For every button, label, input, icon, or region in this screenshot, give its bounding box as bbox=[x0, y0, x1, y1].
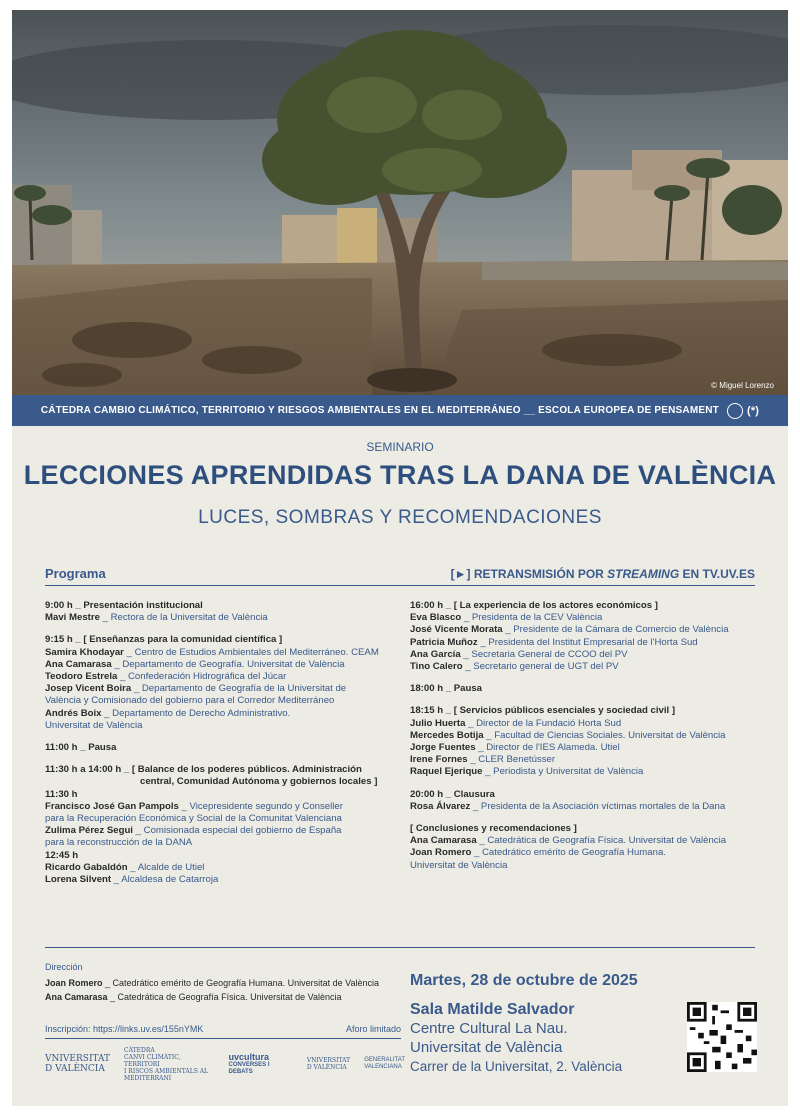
venue-university: Universitat de València bbox=[410, 1039, 563, 1056]
streaming-link[interactable] bbox=[451, 567, 755, 581]
speaker-affiliation: _ Catedrática de Geografía Física. Universitat de València bbox=[476, 835, 727, 847]
speaker-row bbox=[45, 837, 405, 849]
speaker-affiliation: Universitat de València bbox=[410, 859, 508, 871]
speaker-row bbox=[45, 612, 405, 624]
divider bbox=[45, 947, 755, 948]
speaker-row bbox=[410, 730, 760, 742]
speaker-row bbox=[410, 801, 760, 813]
event-venue bbox=[410, 1000, 622, 1076]
speaker-row bbox=[410, 860, 760, 872]
speaker-affiliation: _ Catedrático emérito de Geografía Humana. bbox=[471, 847, 666, 859]
session-heading: 9:15 h _ [ Enseñanzas para la comunidad científica ] bbox=[45, 634, 283, 646]
spacer bbox=[410, 695, 760, 705]
speaker-name: Mavi Mestre bbox=[45, 612, 100, 624]
speaker-name: Eva Blasco bbox=[410, 612, 462, 624]
speaker-affiliation: _ Presidente de la Cámara de Comercio de València bbox=[502, 624, 729, 636]
speaker-row bbox=[45, 801, 405, 813]
event-date: Martes, 28 de octubre de 2025 bbox=[410, 972, 638, 989]
speaker-affiliation: _ Departamento de Geografía de la Universitat de bbox=[131, 683, 347, 695]
speaker-name: Zulima Pérez Segui bbox=[45, 825, 133, 837]
speaker-affiliation: _ Presidenta del Institut Empresarial de l'Horta Sud bbox=[477, 636, 698, 648]
speaker-row bbox=[45, 825, 405, 837]
speaker-name: Mercedes Botija bbox=[410, 729, 484, 741]
speaker-row bbox=[410, 835, 760, 847]
catedra-logo-line: I RISCOS AMBIENTALS AL bbox=[124, 1067, 209, 1075]
session-heading: 11:30 h bbox=[45, 788, 78, 800]
speaker-name: Ana García bbox=[410, 648, 461, 660]
speaker-name: Ana Camarasa bbox=[410, 835, 477, 847]
session-heading: 11:30 h a 14:00 h _ [ Balance de los poderes públicos. Administración bbox=[45, 764, 362, 776]
catedra-logo-line: CÀTEDRA bbox=[124, 1046, 155, 1054]
speaker-affiliation: para la reconstrucción de la DANA bbox=[45, 837, 193, 849]
divider bbox=[45, 1038, 401, 1039]
speaker-row bbox=[45, 708, 405, 720]
poster bbox=[12, 10, 788, 1106]
venue-centre: Centre Cultural La Nau. bbox=[410, 1020, 568, 1037]
programa-heading: Programa bbox=[45, 566, 106, 581]
speaker-affiliation: _ Alcaldesa de Catarroja bbox=[111, 874, 219, 886]
session-heading: 18:00 h _ Pausa bbox=[410, 683, 482, 695]
divider bbox=[45, 585, 755, 586]
speaker-row bbox=[45, 862, 405, 874]
speaker-affiliation: _ Departamento de Geografía. Universitat de València bbox=[111, 658, 345, 670]
sponsor-logos bbox=[45, 1044, 405, 1084]
speaker-affiliation: _ Alcalde de Utiel bbox=[127, 861, 205, 873]
photo-credit: © Miguel Lorenzo bbox=[711, 381, 774, 390]
direccion-label: Dirección bbox=[45, 962, 83, 972]
speaker-name: Josep Vicent Boira bbox=[45, 683, 132, 695]
catedra-logo-line: CANVI CLIMÀTIC, TERRITORI bbox=[124, 1053, 181, 1068]
speaker-row bbox=[410, 649, 760, 661]
gva-logo-line: GENERALITAT bbox=[364, 1057, 405, 1063]
spacer bbox=[410, 779, 760, 789]
speaker-row bbox=[45, 671, 405, 683]
session-heading: 18:15 h _ [ Servicios públicos esenciales y sociedad civil ] bbox=[410, 705, 676, 717]
speaker-affiliation: _ Centro de Estudios Ambientales del Mediterráneo. CEAM bbox=[123, 646, 379, 658]
speaker-name: Andrés Boix bbox=[45, 707, 102, 719]
speaker-affiliation: _ Departamento de Derecho Administrativo. bbox=[101, 707, 291, 719]
uv-logo-line: VNIVERSITAT bbox=[306, 1057, 351, 1064]
speaker-name: Tino Calero bbox=[410, 661, 463, 673]
speaker-affiliation: València y Comisionado del gobierno para el Corredor Mediterráneo bbox=[45, 695, 335, 707]
aforo-note: Aforo limitado bbox=[345, 1024, 401, 1034]
speaker-name: Raquel Ejerique bbox=[410, 766, 483, 778]
speaker-name: José Vicente Morata bbox=[410, 624, 503, 636]
speaker-name: Patricia Muñoz bbox=[410, 636, 478, 648]
speaker-row bbox=[45, 647, 405, 659]
speaker-affiliation: _ Facultad de Ciencias Sociales. Universitat de València bbox=[483, 729, 726, 741]
speaker-affiliation: _ Comisionada especial del gobierno de España bbox=[132, 825, 342, 837]
band-text: CÁTEDRA CAMBIO CLIMÁTICO, TERRITORIO Y RIESGOS AMBIENTALES EN EL MEDITERRÁNEO __ ESCOLA EUROPEA DE PENSAMENT bbox=[40, 405, 719, 416]
speaker-affiliation: _ Confederación Hidrográfica del Júcar bbox=[117, 671, 287, 683]
speaker-name: Ana Camarasa bbox=[45, 658, 112, 670]
speaker-name: Teodoro Estrela bbox=[45, 671, 118, 683]
speaker-name: Irene Fornes bbox=[410, 754, 468, 766]
speaker-affiliation: _ Secretario general de UGT del PV bbox=[462, 661, 619, 673]
uvcultura-logo-line: CONVERSES I DEBATS bbox=[228, 1062, 270, 1075]
programme-left-column bbox=[45, 600, 405, 886]
catedra-logo-line: MEDITERRANI bbox=[124, 1074, 172, 1082]
flood-landscape-image bbox=[12, 10, 788, 395]
speaker-name: Rosa Álvarez bbox=[410, 800, 471, 812]
speaker-row bbox=[410, 742, 760, 754]
event-kicker: SEMINARIO bbox=[366, 440, 434, 454]
speaker-affiliation: para la Recuperación Económica y Social de la Comunitat Valenciana bbox=[45, 813, 342, 825]
gva-logo bbox=[364, 1057, 405, 1071]
speaker-affiliation: _ Rectora de la Universitat de València bbox=[99, 612, 268, 624]
band-mark: (*) bbox=[746, 404, 760, 417]
speaker-row bbox=[45, 683, 405, 695]
qr-code-icon[interactable] bbox=[687, 1002, 757, 1072]
speaker-row bbox=[410, 766, 760, 778]
speaker-affiliation: _ Director de l'IES Alameda. Utiel bbox=[475, 742, 620, 754]
speaker-name: Ricardo Gabaldón bbox=[45, 861, 128, 873]
speaker-name: Joan Romero bbox=[410, 847, 472, 859]
session-heading: 9:00 h _ Presentación institucional bbox=[45, 600, 203, 611]
speaker-name: Francisco José Gan Pampols bbox=[45, 800, 179, 812]
venue-sala: Sala Matilde Salvador bbox=[410, 1001, 575, 1018]
programme-right-column bbox=[410, 600, 760, 872]
speaker-affiliation: _ Presidenta de la Asociación víctimas mortales de la Dana bbox=[470, 800, 726, 812]
director-row bbox=[45, 990, 405, 1004]
session-heading: [ Conclusiones y recomendaciones ] bbox=[410, 823, 577, 835]
catedra-band bbox=[12, 395, 788, 426]
uv-logo bbox=[45, 1054, 110, 1074]
director-role: _ Catedrático emérito de Geografía Humana. Universitat de València bbox=[102, 978, 379, 988]
speaker-affiliation: _ Periodista y Universitat de València bbox=[482, 766, 644, 778]
spacer bbox=[45, 754, 405, 764]
director-role: _ Catedrática de Geografía Física. Universitat de València bbox=[107, 992, 342, 1002]
page-subtitle: LUCES, SOMBRAS Y RECOMENDACIONES bbox=[198, 507, 602, 528]
spacer bbox=[45, 624, 405, 634]
session-heading: 12:45 h bbox=[45, 849, 79, 861]
speaker-row bbox=[410, 637, 760, 649]
page-title: LECCIONES APRENDIDAS TRAS LA DANA DE VALÈNCIA bbox=[23, 460, 777, 490]
uv-logo-line: D VALÈNCIA bbox=[45, 1064, 105, 1074]
venue-address: Carrer de la Universitat, 2. València bbox=[410, 1059, 623, 1074]
speaker-row bbox=[410, 718, 760, 730]
speaker-name: Julio Huerta bbox=[410, 717, 466, 729]
speaker-row bbox=[410, 624, 760, 636]
session-heading: 20:00 h _ Clausura bbox=[410, 788, 495, 800]
speaker-row bbox=[410, 847, 760, 859]
speaker-affiliation: _ Presidenta de la CEV València bbox=[461, 612, 603, 624]
inscripcion-row bbox=[45, 1024, 401, 1034]
speaker-affiliation: Universitat de València bbox=[45, 719, 143, 731]
stream-italic: STREAMING bbox=[607, 567, 680, 581]
speaker-affiliation: _ CLER Benetússer bbox=[467, 754, 556, 766]
speaker-row bbox=[410, 661, 760, 673]
uvcultura-logo bbox=[228, 1052, 292, 1076]
uv-logo-small bbox=[307, 1057, 350, 1071]
uv-logo-line: D VALÈNCIA bbox=[306, 1064, 347, 1071]
speaker-row bbox=[410, 612, 760, 624]
speaker-row bbox=[45, 659, 405, 671]
gva-logo-line: VALENCIANA bbox=[364, 1064, 402, 1070]
speaker-row bbox=[410, 754, 760, 766]
director-name: Joan Romero bbox=[45, 978, 103, 988]
speaker-row bbox=[45, 813, 405, 825]
speaker-name: Jorge Fuentes bbox=[410, 742, 476, 754]
session-heading: 16:00 h _ [ La experiencia de los actores económicos ] bbox=[410, 600, 658, 611]
speaker-name: Samira Khodayar bbox=[45, 646, 124, 658]
inscripcion-link[interactable]: Inscripción: https://links.uv.es/155nYMK bbox=[45, 1024, 204, 1034]
speaker-affiliation: _ Director de la Fundació Horta Sud bbox=[465, 717, 622, 729]
speaker-affiliation: _ Vicepresidente segundo y Conseller bbox=[178, 800, 343, 812]
speaker-row bbox=[45, 874, 405, 886]
session-heading: central, Comunidad Autónoma y gobiernos locales ] bbox=[140, 776, 378, 788]
speaker-row bbox=[45, 695, 405, 707]
escola-logo-icon bbox=[727, 403, 743, 419]
catedra-logo bbox=[124, 1047, 214, 1082]
speaker-row bbox=[45, 720, 405, 732]
spacer bbox=[410, 673, 760, 683]
stream-suffix: EN TV.UV.ES bbox=[679, 567, 755, 581]
uv-logo-line: VNIVERSITAT bbox=[45, 1054, 111, 1064]
uvcultura-logo-line: uvcultura bbox=[228, 1052, 269, 1062]
session-heading: 11:00 h _ Pausa bbox=[45, 742, 117, 754]
spacer bbox=[45, 732, 405, 742]
hero-photo bbox=[12, 10, 788, 395]
speaker-name: Lorena Silvent bbox=[45, 874, 112, 886]
director-row bbox=[45, 976, 405, 990]
stream-prefix: [►] RETRANSMISIÓN POR bbox=[450, 567, 608, 581]
director-name: Ana Camarasa bbox=[45, 992, 108, 1002]
spacer bbox=[410, 813, 760, 823]
direccion-block bbox=[45, 960, 405, 1004]
speaker-affiliation: _ Secretaria General de CCOO del PV bbox=[460, 648, 628, 660]
